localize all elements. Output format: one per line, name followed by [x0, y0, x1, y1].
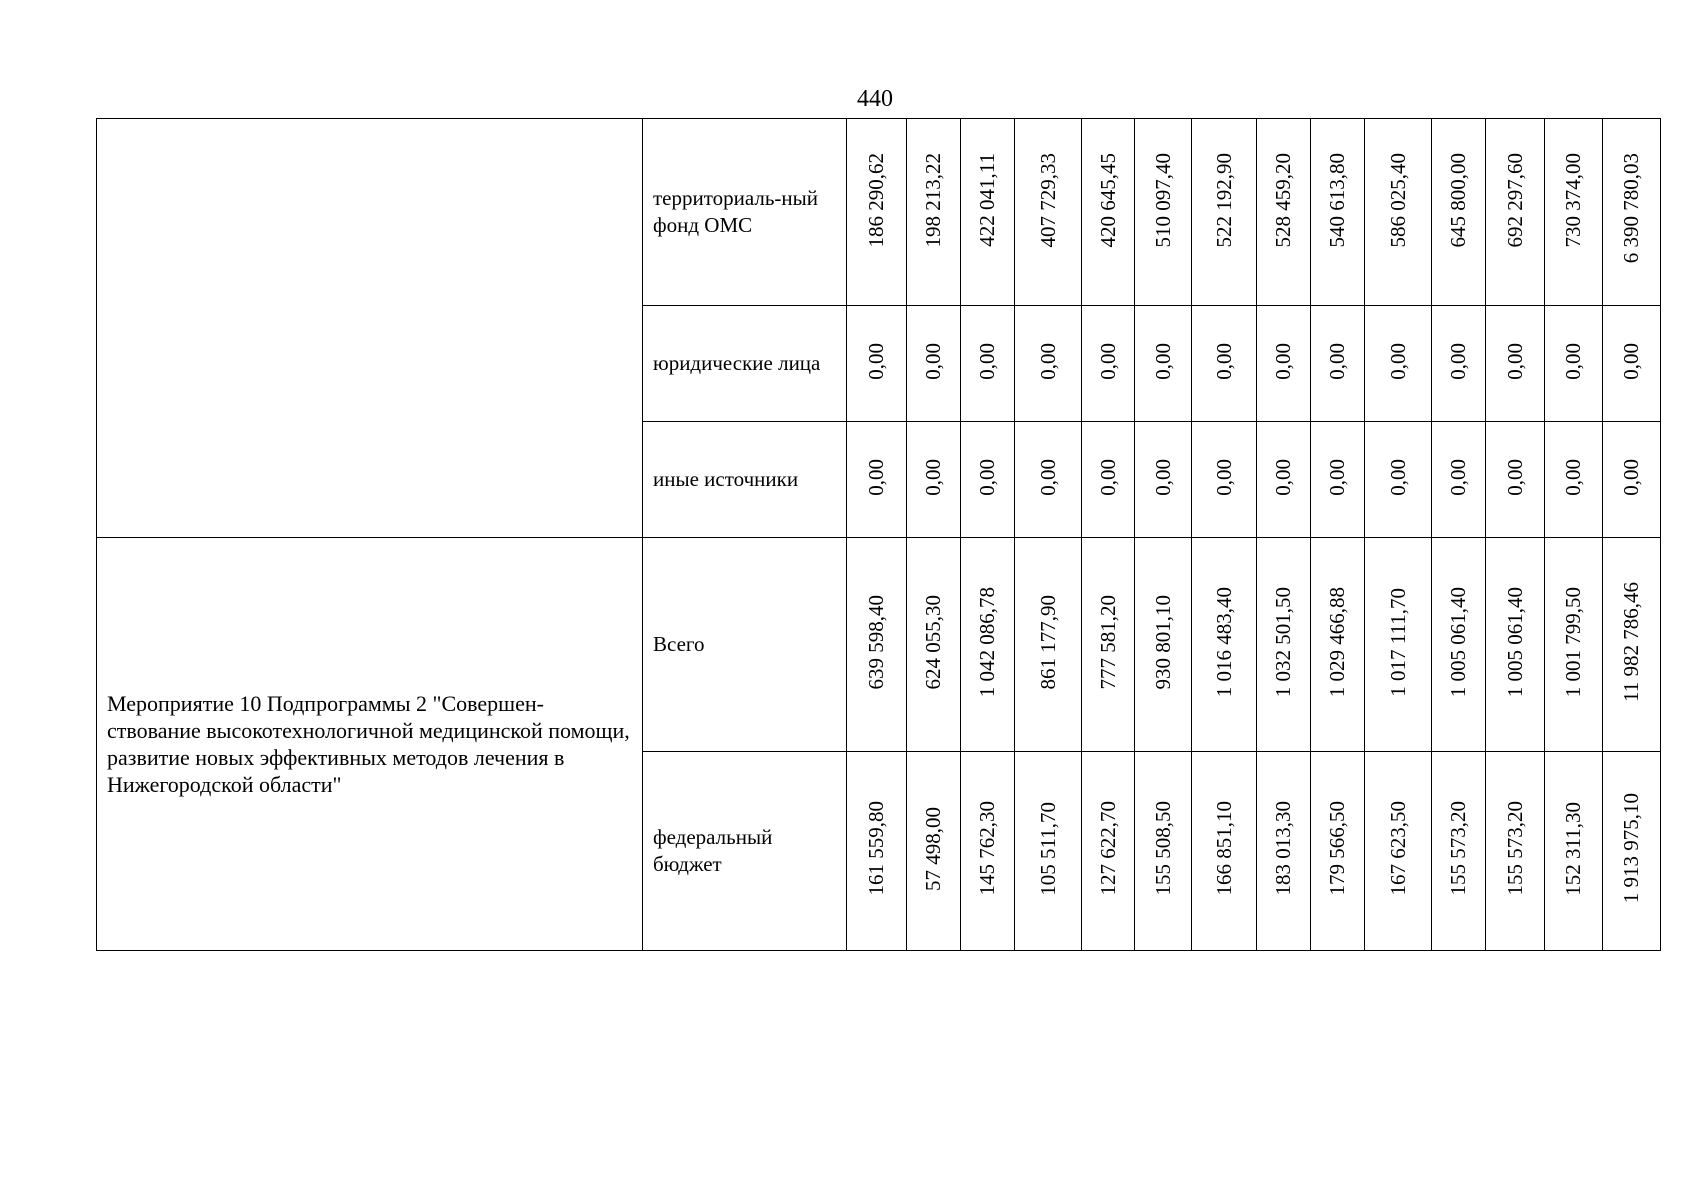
value-cell: 510 097,40 [1135, 119, 1192, 306]
value-cell: 730 374,00 [1545, 119, 1603, 306]
value-cell: 0,00 [961, 306, 1015, 422]
value-cell: 155 573,20 [1432, 752, 1486, 951]
value-cell: 0,00 [1365, 422, 1432, 538]
value-cell: 183 013,30 [1257, 752, 1311, 951]
value-cell: 639 598,40 [847, 538, 907, 752]
value-cell: 0,00 [1082, 306, 1135, 422]
value-cell: 930 801,10 [1135, 538, 1192, 752]
measure-cell [97, 119, 643, 538]
value-cell: 0,00 [1486, 422, 1545, 538]
value-cell: 0,00 [907, 422, 961, 538]
value-cell: 1 001 799,50 [1545, 538, 1603, 752]
measure-cell: Мероприятие 10 Подпрограммы 2 "Совершен-ствование высокотехнологичной медицинской помощи, развитие новых эффективных методов лечения в Нижегородской области" [97, 538, 643, 951]
value-cell: 167 623,50 [1365, 752, 1432, 951]
value-cell: 528 459,20 [1257, 119, 1311, 306]
value-cell: 692 297,60 [1486, 119, 1545, 306]
value-cell: 11 982 786,46 [1603, 538, 1661, 752]
value-cell: 0,00 [1192, 422, 1257, 538]
value-cell: 179 566,50 [1311, 752, 1365, 951]
value-cell: 0,00 [1545, 306, 1603, 422]
value-cell: 0,00 [1432, 422, 1486, 538]
value-cell: 645 800,00 [1432, 119, 1486, 306]
value-cell: 155 573,20 [1486, 752, 1545, 951]
value-cell: 1 032 501,50 [1257, 538, 1311, 752]
value-cell: 0,00 [1486, 306, 1545, 422]
value-cell: 1 005 061,40 [1486, 538, 1545, 752]
value-cell: 586 025,40 [1365, 119, 1432, 306]
value-cell: 0,00 [1365, 306, 1432, 422]
value-cell: 0,00 [907, 306, 961, 422]
value-cell: 127 622,70 [1082, 752, 1135, 951]
table-row [97, 538, 1661, 752]
value-cell: 0,00 [1135, 306, 1192, 422]
value-cell: 0,00 [1311, 306, 1365, 422]
value-cell: 0,00 [1432, 306, 1486, 422]
source-cell: юридические лица [643, 306, 847, 422]
value-cell: 1 042 086,78 [961, 538, 1015, 752]
value-cell: 6 390 780,03 [1603, 119, 1661, 306]
value-cell: 161 559,80 [847, 752, 907, 951]
value-cell: 0,00 [847, 422, 907, 538]
value-cell: 0,00 [1135, 422, 1192, 538]
value-cell: 0,00 [1192, 306, 1257, 422]
value-cell: 0,00 [847, 306, 907, 422]
value-cell: 0,00 [1311, 422, 1365, 538]
value-cell: 105 511,70 [1015, 752, 1082, 951]
value-cell: 1 005 061,40 [1432, 538, 1486, 752]
value-cell: 57 498,00 [907, 752, 961, 951]
value-cell: 166 851,10 [1192, 752, 1257, 951]
source-cell: федеральный бюджет [643, 752, 847, 951]
value-cell: 624 055,30 [907, 538, 961, 752]
value-cell: 1 017 111,70 [1365, 538, 1432, 752]
value-cell: 422 041,11 [961, 119, 1015, 306]
value-cell: 522 192,90 [1192, 119, 1257, 306]
value-cell: 407 729,33 [1015, 119, 1082, 306]
financing-table [96, 118, 1661, 951]
page-number: 440 [857, 86, 893, 112]
value-cell: 152 311,30 [1545, 752, 1603, 951]
value-cell: 1 029 466,88 [1311, 538, 1365, 752]
value-cell: 0,00 [1603, 306, 1661, 422]
value-cell: 0,00 [1257, 422, 1311, 538]
value-cell: 0,00 [1082, 422, 1135, 538]
value-cell: 420 645,45 [1082, 119, 1135, 306]
value-cell: 1 016 483,40 [1192, 538, 1257, 752]
value-cell: 0,00 [961, 422, 1015, 538]
value-cell: 145 762,30 [961, 752, 1015, 951]
table-row [97, 119, 1661, 306]
value-cell: 0,00 [1545, 422, 1603, 538]
value-cell: 777 581,20 [1082, 538, 1135, 752]
value-cell: 1 913 975,10 [1603, 752, 1661, 951]
value-cell: 0,00 [1603, 422, 1661, 538]
value-cell: 198 213,22 [907, 119, 961, 306]
value-cell: 0,00 [1015, 306, 1082, 422]
source-cell: территориаль-ный фонд ОМС [643, 119, 847, 306]
value-cell: 186 290,62 [847, 119, 907, 306]
value-cell: 0,00 [1015, 422, 1082, 538]
source-cell: иные источники [643, 422, 847, 538]
source-cell: Всего [643, 538, 847, 752]
value-cell: 155 508,50 [1135, 752, 1192, 951]
value-cell: 0,00 [1257, 306, 1311, 422]
value-cell: 861 177,90 [1015, 538, 1082, 752]
value-cell: 540 613,80 [1311, 119, 1365, 306]
